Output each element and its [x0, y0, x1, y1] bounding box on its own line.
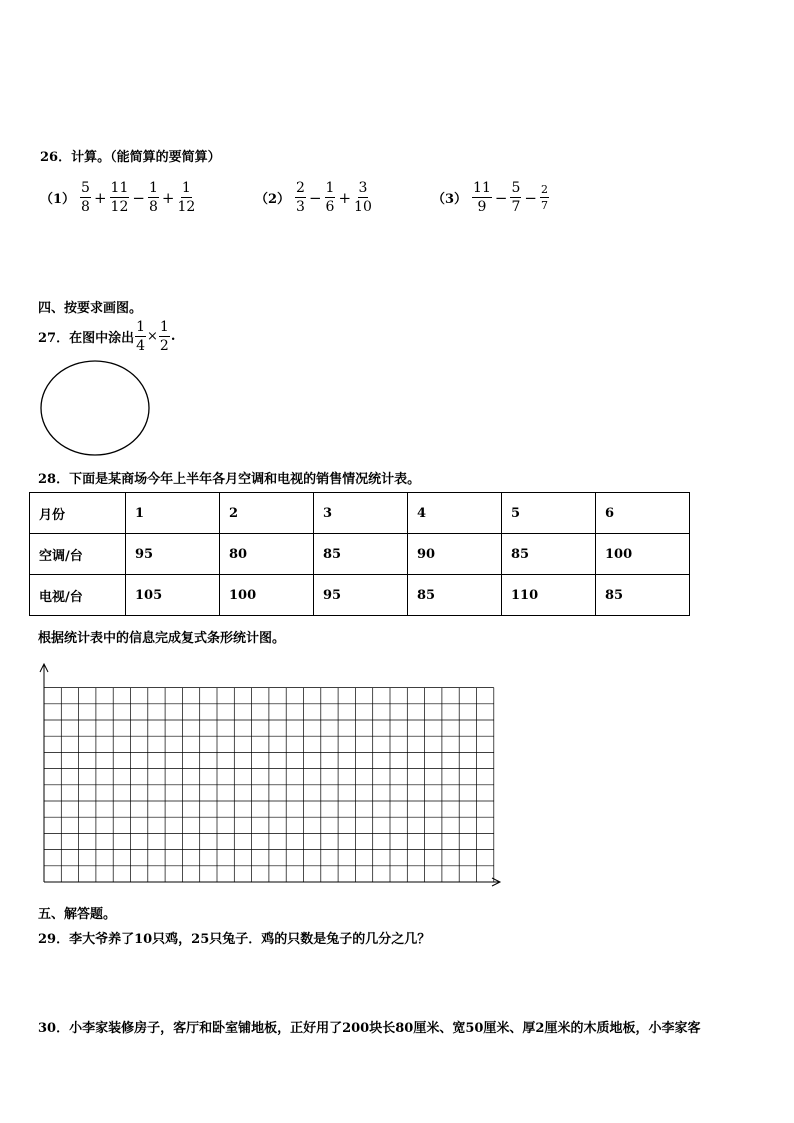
expression-2: [255, 181, 373, 214]
fraction: [325, 181, 336, 214]
denominator: 12: [177, 199, 196, 215]
denominator: 2: [159, 338, 169, 354]
table-cell: 110: [502, 575, 596, 616]
question-27-suffix: .: [170, 329, 176, 344]
operator: −: [308, 188, 322, 207]
numerator: 5: [511, 180, 521, 196]
denominator: 9: [477, 199, 487, 215]
table-cell: 105: [126, 575, 220, 616]
numerator: 3: [358, 180, 368, 196]
table-cell: 90: [408, 534, 502, 575]
table-cell: 85: [408, 575, 502, 616]
table-cell: 85: [596, 575, 690, 616]
table-cell: 85: [314, 534, 408, 575]
table-cell: 100: [596, 534, 690, 575]
numerator: 2: [296, 180, 305, 196]
question-30: 30．小李家装修房子，客厅和卧室铺地板，正好用了200块长80厘米、宽50厘米、厚2厘米的木质地板，小李家客: [38, 1021, 701, 1036]
section-4-title: 四、按要求画图。: [38, 301, 143, 316]
table-cell: 1: [126, 493, 220, 534]
fraction: [354, 181, 372, 214]
operator: −: [132, 188, 145, 207]
table-row: [30, 493, 690, 534]
table-cell: 5: [502, 493, 596, 534]
question-27: [38, 320, 175, 353]
denominator: 6: [325, 199, 335, 215]
operator: −: [524, 188, 537, 207]
operator: −: [494, 188, 508, 207]
fraction: [135, 320, 146, 353]
numerator: 1: [159, 319, 169, 335]
denominator: 3: [296, 199, 305, 215]
numerator: 2: [540, 183, 548, 196]
table-cell: 电视/台: [30, 575, 126, 616]
expression-1: [40, 181, 196, 214]
table-cell: 空调/台: [30, 534, 126, 575]
denominator: 4: [136, 338, 146, 354]
denominator: 12: [110, 199, 129, 215]
denominator: 7: [540, 199, 548, 212]
denominator: 8: [81, 199, 90, 215]
denominator: 8: [148, 199, 158, 215]
fraction: [159, 320, 170, 353]
fraction: [295, 181, 306, 214]
table-cell: 6: [596, 493, 690, 534]
numerator: 1: [181, 180, 191, 196]
fraction: [510, 181, 521, 214]
operator: +: [93, 188, 107, 207]
circle-figure[interactable]: [38, 358, 154, 458]
fraction: [80, 181, 91, 214]
expression-index: （3）: [432, 192, 468, 207]
numerator: 11: [473, 180, 491, 196]
numerator: 1: [136, 319, 146, 335]
grid-lines: [44, 688, 494, 882]
expression-index: （2）: [255, 192, 291, 207]
fraction: [148, 181, 159, 214]
table-row: [30, 575, 690, 616]
bar-chart-grid[interactable]: [36, 660, 506, 890]
table-row: [30, 534, 690, 575]
question-26-title: 26．计算。（能简算的要简算）: [40, 150, 221, 165]
numerator: 1: [148, 180, 158, 196]
operator: +: [338, 188, 352, 207]
numerator: 5: [81, 180, 90, 196]
section-5-title: 五、解答题。: [38, 907, 117, 922]
expression-index: （1）: [40, 192, 76, 207]
numerator: 1: [325, 180, 335, 196]
sales-stats-table: [29, 492, 690, 616]
question-29: 29．李大爷养了10只鸡，25只兔子．鸡的只数是兔子的几分之几？: [38, 932, 431, 947]
table-cell: 80: [220, 534, 314, 575]
table-cell: 95: [314, 575, 408, 616]
circle-outline: [41, 361, 149, 455]
table-cell: 月份: [30, 493, 126, 534]
question-27-prefix: 27．在图中涂出: [38, 331, 135, 346]
fraction: [110, 181, 130, 214]
fraction: [540, 184, 549, 211]
fraction: [472, 181, 492, 214]
table-cell: 95: [126, 534, 220, 575]
expression-3: [432, 181, 550, 214]
table-cell: 3: [314, 493, 408, 534]
fraction: [177, 181, 195, 214]
table-cell: 4: [408, 493, 502, 534]
times-sign: ×: [147, 329, 158, 344]
table-cell: 85: [502, 534, 596, 575]
table-cell: 100: [220, 575, 314, 616]
table-cell: 2: [220, 493, 314, 534]
denominator: 10: [354, 199, 372, 215]
question-28-title: 28．下面是某商场今年上半年各月空调和电视的销售情况统计表。: [38, 472, 421, 487]
numerator: 11: [110, 180, 129, 196]
chart-instruction: 根据统计表中的信息完成复式条形统计图。: [38, 631, 286, 646]
operator: +: [161, 188, 175, 207]
denominator: 7: [511, 199, 521, 215]
